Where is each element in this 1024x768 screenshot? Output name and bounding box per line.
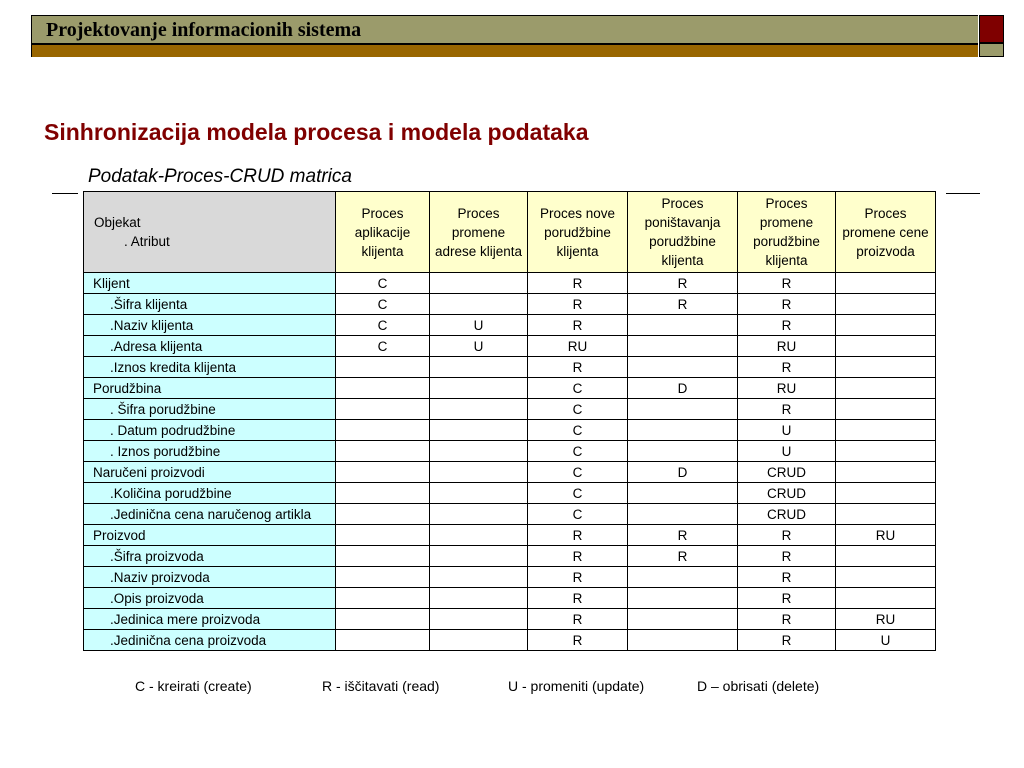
matrix-row xyxy=(84,525,936,546)
crud-cell: R xyxy=(528,357,628,378)
crud-cell xyxy=(628,420,738,441)
crud-matrix xyxy=(83,191,936,651)
legend-update: U - promeniti (update) xyxy=(508,678,645,694)
crud-cell: U xyxy=(738,420,836,441)
crud-cell: RU xyxy=(738,378,836,399)
crud-cell xyxy=(628,399,738,420)
crud-cell: C xyxy=(528,420,628,441)
crud-cell xyxy=(836,567,936,588)
attribute-cell: .Adresa klijenta xyxy=(84,336,336,357)
matrix-row xyxy=(84,588,936,609)
crud-cell: R xyxy=(528,546,628,567)
matrix-row xyxy=(84,273,936,294)
crud-cell: RU xyxy=(836,525,936,546)
crud-cell xyxy=(430,399,528,420)
attribute-cell: .Jedinica mere proizvoda xyxy=(84,609,336,630)
crud-cell: R xyxy=(738,315,836,336)
crud-cell xyxy=(836,420,936,441)
crud-cell xyxy=(430,357,528,378)
crud-cell xyxy=(336,399,430,420)
matrix-row xyxy=(84,378,936,399)
crud-cell: R xyxy=(628,525,738,546)
crud-cell xyxy=(628,483,738,504)
crud-cell: D xyxy=(628,462,738,483)
matrix-row xyxy=(84,630,936,651)
crud-cell: C xyxy=(336,273,430,294)
crud-cell xyxy=(628,567,738,588)
crud-cell: R xyxy=(528,294,628,315)
header-bar xyxy=(31,15,978,57)
header-square-red xyxy=(979,15,1004,43)
process-header: Proces promene adrese klijenta xyxy=(430,192,528,273)
crud-cell: R xyxy=(528,525,628,546)
crud-cell: C xyxy=(528,378,628,399)
attribute-cell: . Iznos porudžbine xyxy=(84,441,336,462)
header-accent-band xyxy=(32,45,978,57)
crud-cell xyxy=(430,294,528,315)
crud-cell xyxy=(836,273,936,294)
crud-cell xyxy=(628,630,738,651)
crud-cell: C xyxy=(528,483,628,504)
crud-cell xyxy=(836,504,936,525)
crud-cell: C xyxy=(336,336,430,357)
object-cell: Porudžbina xyxy=(84,378,336,399)
attribute-cell: .Naziv proizvoda xyxy=(84,567,336,588)
attribute-cell: .Jedinična cena naručenog artikla xyxy=(84,504,336,525)
corner-object-label: Objekat xyxy=(94,215,141,230)
crud-cell xyxy=(836,399,936,420)
crud-cell xyxy=(430,462,528,483)
attribute-cell: .Opis proizvoda xyxy=(84,588,336,609)
crud-cell xyxy=(336,525,430,546)
attribute-cell: .Jedinična cena proizvoda xyxy=(84,630,336,651)
crud-cell: R xyxy=(628,294,738,315)
attribute-cell: .Iznos kredita klijenta xyxy=(84,357,336,378)
matrix-row xyxy=(84,336,936,357)
header-title: Projektovanje informacionih sistema xyxy=(46,19,362,41)
crud-cell xyxy=(836,357,936,378)
crud-cell: C xyxy=(528,462,628,483)
crud-cell xyxy=(628,504,738,525)
crud-cell: C xyxy=(336,294,430,315)
crud-cell: R xyxy=(738,588,836,609)
matrix-row xyxy=(84,294,936,315)
matrix-row xyxy=(84,546,936,567)
crud-cell: R xyxy=(738,273,836,294)
crud-cell: R xyxy=(738,525,836,546)
crud-cell xyxy=(336,546,430,567)
crud-cell xyxy=(336,504,430,525)
crud-cell: R xyxy=(528,273,628,294)
matrix-row xyxy=(84,609,936,630)
crud-cell xyxy=(836,546,936,567)
crud-cell: RU xyxy=(836,609,936,630)
process-header: Proces aplikacije klijenta xyxy=(336,192,430,273)
crud-cell xyxy=(430,609,528,630)
process-header: Proces nove porudžbine klijenta xyxy=(528,192,628,273)
crud-cell: RU xyxy=(738,336,836,357)
crud-cell xyxy=(336,588,430,609)
crud-cell: R xyxy=(738,399,836,420)
crud-cell: CRUD xyxy=(738,504,836,525)
crud-cell xyxy=(430,630,528,651)
crud-cell xyxy=(430,273,528,294)
crud-cell: R xyxy=(528,567,628,588)
crud-cell xyxy=(836,315,936,336)
object-cell: Proizvod xyxy=(84,525,336,546)
crud-cell: RU xyxy=(528,336,628,357)
matrix-row xyxy=(84,504,936,525)
crud-cell: U xyxy=(836,630,936,651)
crud-cell xyxy=(836,588,936,609)
legend-create: C - kreirati (create) xyxy=(135,678,252,694)
attribute-cell: .Naziv klijenta xyxy=(84,315,336,336)
legend-delete: D – obrisati (delete) xyxy=(697,678,820,694)
crud-cell xyxy=(430,588,528,609)
crud-cell: R xyxy=(738,630,836,651)
crud-cell xyxy=(628,315,738,336)
crud-cell xyxy=(628,357,738,378)
crud-cell: R xyxy=(528,588,628,609)
process-header: Proces promene cene proizvoda xyxy=(836,192,936,273)
crud-cell: R xyxy=(738,609,836,630)
crud-cell xyxy=(430,441,528,462)
crud-cell xyxy=(336,462,430,483)
attribute-cell: .Šifra klijenta xyxy=(84,294,336,315)
crud-cell xyxy=(336,609,430,630)
matrix-row xyxy=(84,420,936,441)
matrix-caption: Podatak-Proces-CRUD matrica xyxy=(88,166,352,187)
crud-cell: R xyxy=(738,546,836,567)
crud-cell xyxy=(430,525,528,546)
crud-cell xyxy=(430,504,528,525)
crud-cell xyxy=(430,420,528,441)
matrix-row xyxy=(84,462,936,483)
crud-cell xyxy=(336,483,430,504)
attribute-cell: .Šifra proizvoda xyxy=(84,546,336,567)
crud-cell xyxy=(628,441,738,462)
matrix-corner-cell xyxy=(84,192,336,273)
crud-cell: CRUD xyxy=(738,483,836,504)
crud-cell: R xyxy=(738,294,836,315)
crud-cell xyxy=(628,609,738,630)
crud-cell: R xyxy=(628,546,738,567)
crud-cell xyxy=(836,441,936,462)
process-header: Proces promene porudžbine klijenta xyxy=(738,192,836,273)
crud-cell: C xyxy=(528,399,628,420)
crud-cell xyxy=(336,630,430,651)
matrix-row xyxy=(84,357,936,378)
crud-cell: C xyxy=(528,504,628,525)
crud-cell xyxy=(336,378,430,399)
crud-cell xyxy=(430,567,528,588)
crud-cell: D xyxy=(628,378,738,399)
crud-cell: U xyxy=(738,441,836,462)
crud-cell xyxy=(336,420,430,441)
crud-cell xyxy=(336,441,430,462)
crud-cell: R xyxy=(738,357,836,378)
crud-cell: C xyxy=(336,315,430,336)
crud-cell: R xyxy=(528,630,628,651)
legend-read: R - iščitavati (read) xyxy=(322,678,440,694)
crud-cell: R xyxy=(628,273,738,294)
crud-cell xyxy=(430,546,528,567)
left-rule xyxy=(52,193,78,194)
attribute-cell: . Datum podrudžbine xyxy=(84,420,336,441)
object-cell: Naručeni proizvodi xyxy=(84,462,336,483)
crud-cell xyxy=(628,588,738,609)
crud-cell: C xyxy=(528,441,628,462)
crud-cell xyxy=(628,336,738,357)
crud-cell xyxy=(836,483,936,504)
crud-cell: R xyxy=(528,609,628,630)
matrix-row xyxy=(84,441,936,462)
matrix-header-row xyxy=(84,192,936,273)
matrix-row xyxy=(84,567,936,588)
object-cell: Klijent xyxy=(84,273,336,294)
crud-cell: R xyxy=(528,315,628,336)
right-rule xyxy=(946,193,980,194)
crud-cell xyxy=(836,462,936,483)
slide-title: Sinhronizacija modela procesa i modela podataka xyxy=(44,119,589,145)
crud-cell: U xyxy=(430,336,528,357)
crud-cell xyxy=(336,567,430,588)
crud-cell xyxy=(430,378,528,399)
header-square-olive xyxy=(979,43,1004,57)
crud-cell xyxy=(836,336,936,357)
crud-cell: U xyxy=(430,315,528,336)
crud-cell xyxy=(336,357,430,378)
process-header: Proces poništavanja porudžbine klijenta xyxy=(628,192,738,273)
crud-cell xyxy=(836,294,936,315)
crud-cell: CRUD xyxy=(738,462,836,483)
attribute-cell: .Količina porudžbine xyxy=(84,483,336,504)
matrix-row xyxy=(84,315,936,336)
crud-cell: R xyxy=(738,567,836,588)
attribute-cell: . Šifra porudžbine xyxy=(84,399,336,420)
matrix-row xyxy=(84,483,936,504)
crud-cell xyxy=(430,483,528,504)
crud-cell xyxy=(836,378,936,399)
corner-attribute-label: . Atribut xyxy=(124,234,170,249)
matrix-row xyxy=(84,399,936,420)
